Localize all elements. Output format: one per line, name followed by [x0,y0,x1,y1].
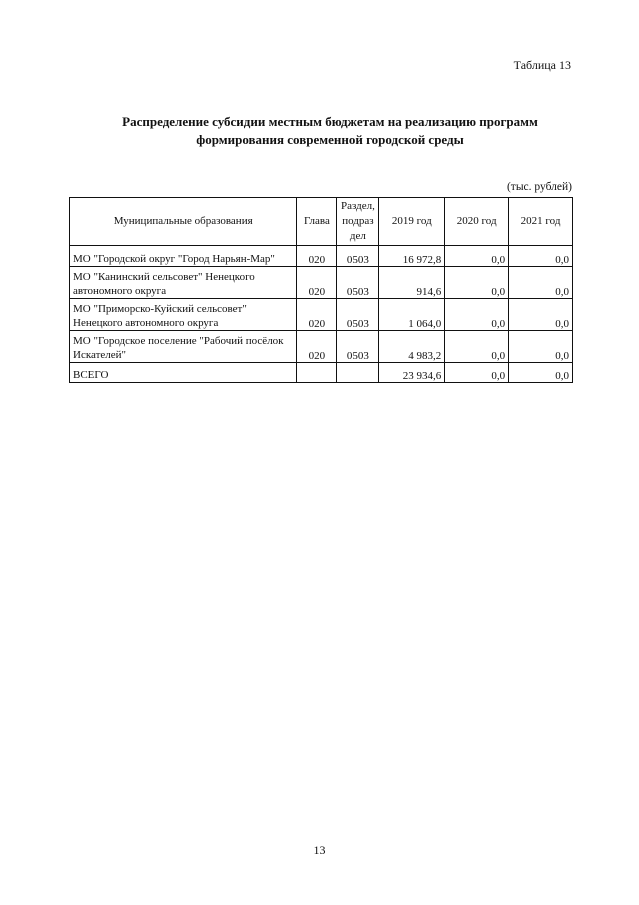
row-2021: 0,0 [509,267,573,299]
col-header-2019: 2019 год [379,198,445,246]
subsidy-table [69,197,573,383]
units-label: (тыс. рублей) [506,181,572,193]
table-row [70,331,573,363]
row-2019: 914,6 [379,267,445,299]
table-row [70,246,573,267]
row-2020: 0,0 [445,267,509,299]
col-header-chapter: Глава [297,198,337,246]
col-header-municipality: Муниципальные образования [70,198,297,246]
row-2019: 1 064,0 [379,299,445,331]
header-row [70,198,573,246]
table-row [70,267,573,299]
title-line-1: Распределение субсидии местным бюджетам на реализацию программ [122,114,538,129]
row-name: МО "Городской округ "Город Нарьян-Мар" [70,246,297,267]
total-chapter-empty [297,363,337,383]
row-section: 0503 [337,267,379,299]
row-2019: 16 972,8 [379,246,445,267]
row-2019: 4 983,2 [379,331,445,363]
col-header-section: Раздел, подраз дел [337,198,379,246]
total-label: ВСЕГО [70,363,297,383]
col-header-2021: 2021 год [509,198,573,246]
row-section: 0503 [337,331,379,363]
table-number: Таблица 13 [513,58,571,72]
table-row [70,299,573,331]
document-title [60,113,600,149]
row-2020: 0,0 [445,246,509,267]
row-chapter: 020 [297,299,337,331]
row-2021: 0,0 [509,299,573,331]
total-section-empty [337,363,379,383]
row-2021: 0,0 [509,331,573,363]
row-chapter: 020 [297,246,337,267]
page-number: 13 [313,843,326,857]
row-section: 0503 [337,299,379,331]
total-2020: 0,0 [445,363,509,383]
row-name: МО "Приморско-Куйский сельсовет" Ненецкого автономного округа [70,299,297,331]
row-name: МО "Канинский сельсовет" Ненецкого автономного округа [70,267,297,299]
col-header-2020: 2020 год [445,198,509,246]
row-2021: 0,0 [509,246,573,267]
row-chapter: 020 [297,267,337,299]
row-2020: 0,0 [445,299,509,331]
total-row [70,363,573,383]
total-2021: 0,0 [509,363,573,383]
total-2019: 23 934,6 [379,363,445,383]
row-chapter: 020 [297,331,337,363]
row-name: МО "Городское поселение "Рабочий посёлок Искателей" [70,331,297,363]
row-2020: 0,0 [445,331,509,363]
title-line-2: формирования современной городской среды [196,132,464,147]
row-section: 0503 [337,246,379,267]
